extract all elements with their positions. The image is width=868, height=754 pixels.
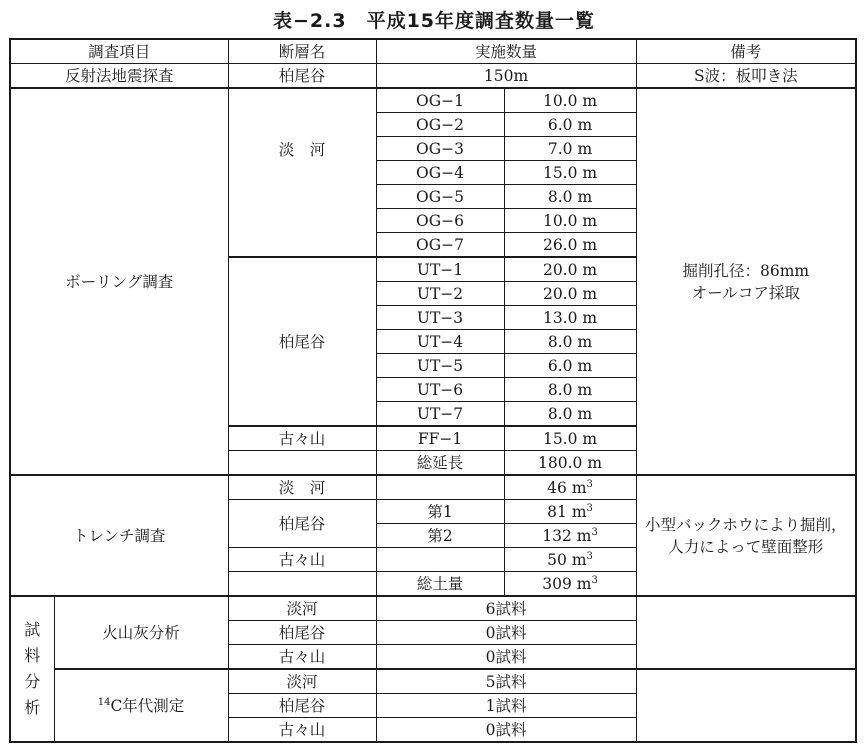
header-row (10, 39, 856, 64)
boring-fault-kashio: 柏尾谷 (228, 257, 376, 426)
boring-val: 10.0 m (504, 88, 636, 113)
trench-val (504, 524, 636, 548)
trench-remarks-line2: 人力によって壁面整形 (668, 537, 824, 556)
boring-val: 6.0 m (504, 354, 636, 378)
boring-id: UT−6 (376, 378, 504, 402)
boring-fault-ogo: 淡 河 (228, 88, 376, 257)
boring-val: 15.0 m (504, 161, 636, 185)
boring-val: 8.0 m (504, 402, 636, 427)
trench-val (504, 572, 636, 597)
boring-remarks-line1: 掘削孔径：86mm (682, 261, 810, 280)
trench-unit: $m^3$ (571, 550, 593, 569)
ash-val: 0試料 (376, 645, 636, 670)
boring-val: 13.0 m (504, 306, 636, 330)
boring-id: UT−7 (376, 402, 504, 427)
c14-val: 0試料 (376, 718, 636, 743)
boring-val: 7.0 m (504, 137, 636, 161)
c14-fault: 古々山 (228, 718, 376, 743)
boring-id: UT−2 (376, 282, 504, 306)
trench-unit: $m^3$ (571, 502, 593, 521)
ash-fault: 淡河 (228, 596, 376, 621)
c14-fault: 淡河 (228, 669, 376, 694)
trench-unit: $m^3$ (571, 478, 593, 497)
table-row (10, 596, 856, 621)
ash-fault: 柏尾谷 (228, 621, 376, 645)
ash-fault: 古々山 (228, 645, 376, 670)
boring-val: 8.0 m (504, 185, 636, 209)
boring-val: 8.0 m (504, 378, 636, 402)
trench-label-1: 第1 (376, 500, 504, 524)
boring-id: UT−4 (376, 330, 504, 354)
boring-id: UT−1 (376, 257, 504, 282)
boring-id: OG−2 (376, 113, 504, 137)
survey-quantity-table (9, 38, 857, 743)
boring-val: 20.0 m (504, 257, 636, 282)
boring-val: 6.0 m (504, 113, 636, 137)
boring-id: OG−7 (376, 233, 504, 258)
trench-val-total: 309 (542, 574, 572, 593)
boring-remarks (636, 88, 856, 475)
ash-item: 火山灰分析 (54, 596, 228, 669)
boring-id: OG−5 (376, 185, 504, 209)
boring-id: OG−3 (376, 137, 504, 161)
trench-val-kash2: 132 (542, 526, 572, 545)
header-remarks: 備考 (636, 39, 856, 64)
analysis-category: 試 料 分 析 (10, 596, 54, 742)
boring-fault-kokoyama: 古々山 (228, 426, 376, 451)
table-title: 表−2.3 平成15年度調査数量一覧 (272, 10, 596, 32)
trench-remarks (636, 475, 856, 596)
trench-fault-kokoyama: 古々山 (228, 548, 376, 572)
trench-fault-ogo: 淡 河 (228, 475, 376, 500)
c14-val: 1試料 (376, 694, 636, 718)
boring-id: OG−1 (376, 88, 504, 113)
trench-val-koko: 50 (547, 550, 567, 569)
trench-fault-kashio: 柏尾谷 (228, 500, 376, 548)
trench-val (504, 475, 636, 500)
boring-item: ボーリング調査 (10, 88, 228, 475)
trench-label-2: 第2 (376, 524, 504, 548)
c14-val: 5試料 (376, 669, 636, 694)
c14-fault: 柏尾谷 (228, 694, 376, 718)
c14-remarks (636, 669, 856, 742)
trench-val-kash1: 81 (547, 502, 567, 521)
header-fault: 断層名 (228, 39, 376, 64)
trench-unit: $m^3$ (576, 574, 598, 593)
trench-val (504, 500, 636, 524)
boring-val: 10.0 m (504, 209, 636, 233)
header-quantity: 実施数量 (376, 39, 636, 64)
ash-val: 6試料 (376, 596, 636, 621)
header-item: 調査項目 (10, 39, 228, 64)
boring-id: UT−3 (376, 306, 504, 330)
ash-val: 0試料 (376, 621, 636, 645)
trench-val (504, 548, 636, 572)
boring-id: UT−5 (376, 354, 504, 378)
ash-remarks (636, 596, 856, 669)
boring-val: 15.0 m (504, 426, 636, 451)
seismic-fault: 柏尾谷 (228, 64, 376, 89)
table-row (10, 669, 856, 694)
boring-remarks-line2: オールコア採取 (691, 283, 800, 302)
seismic-item: 反射法地震探査 (10, 64, 228, 89)
boring-total-label: 総延長 (376, 451, 504, 476)
boring-total-val: 180.0 m (504, 451, 636, 476)
boring-val: 20.0 m (504, 282, 636, 306)
table-row (10, 475, 856, 500)
trench-remarks-line1: 小型バックホウにより掘削， (645, 515, 847, 534)
seismic-remarks: S波：板叩き法 (636, 64, 856, 89)
boring-val: 26.0 m (504, 233, 636, 258)
seismic-quantity: 150m (376, 64, 636, 89)
c14-item: $^{14}$C年代測定 (54, 669, 228, 742)
table-row (10, 88, 856, 113)
trench-unit: $m^3$ (576, 526, 598, 545)
boring-id: FF−1 (376, 426, 504, 451)
boring-id: OG−4 (376, 161, 504, 185)
seismic-row (10, 64, 856, 89)
boring-id: OG−6 (376, 209, 504, 233)
trench-item: トレンチ調査 (10, 475, 228, 596)
boring-val: 8.0 m (504, 330, 636, 354)
trench-total-label: 総土量 (376, 572, 504, 597)
trench-val-ogo: 46 (547, 478, 567, 497)
